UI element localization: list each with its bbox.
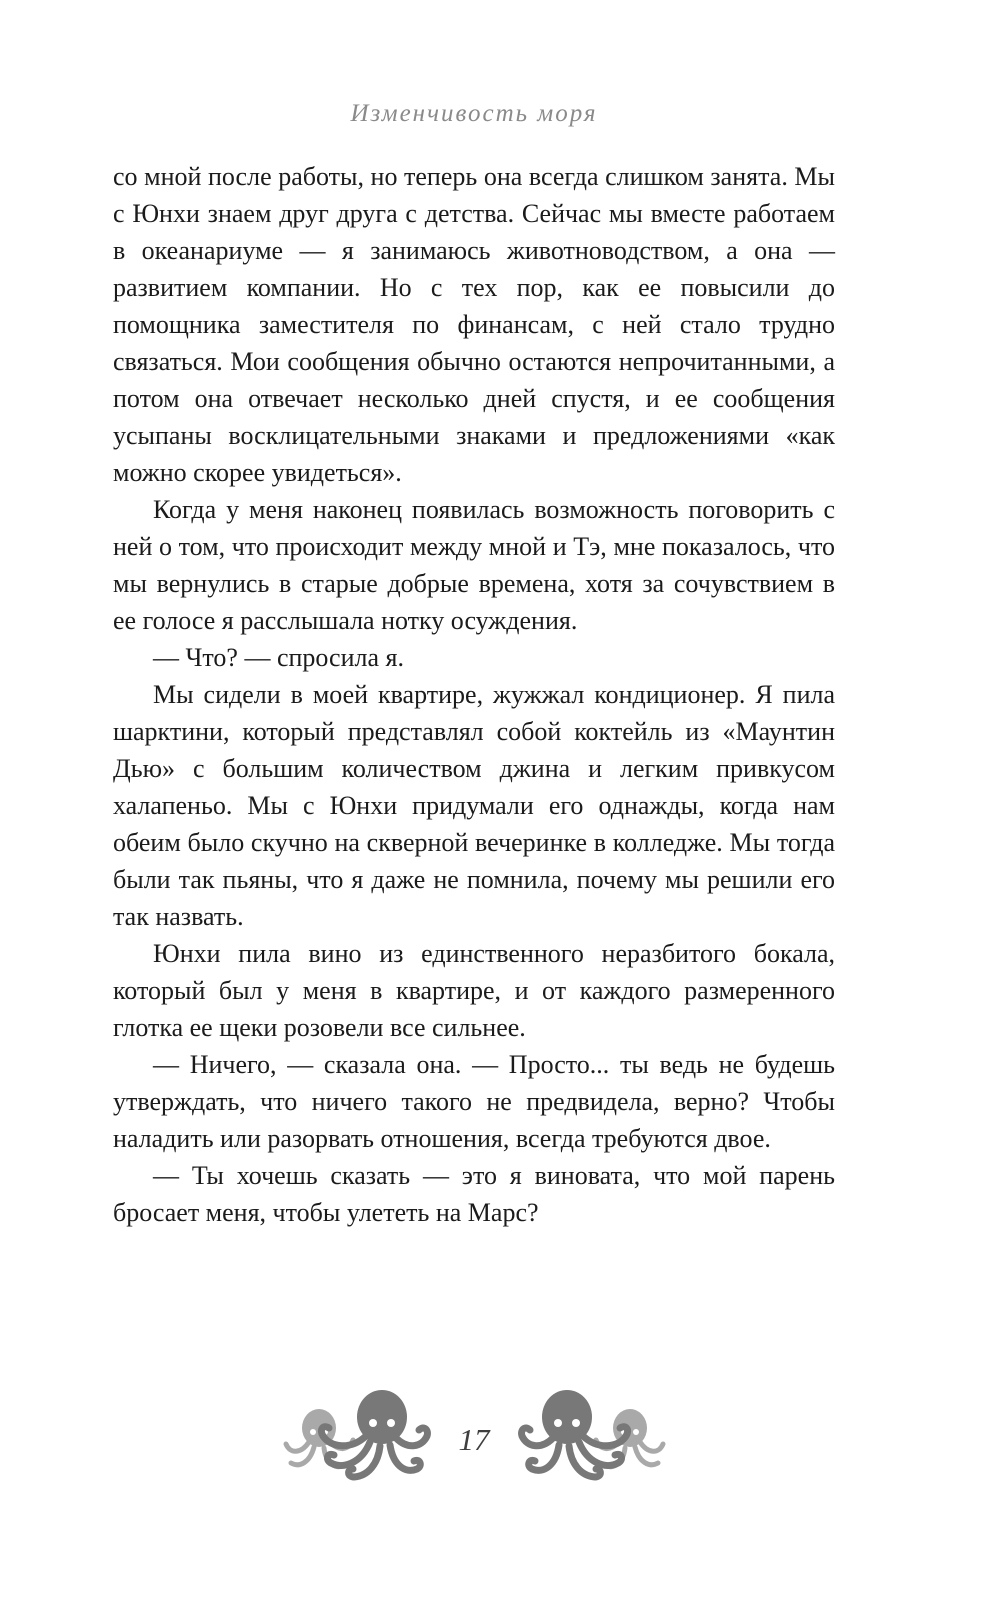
paragraph: — Что? — спросила я.	[153, 643, 404, 672]
paragraph: Мы сидели в моей квартире, жужжал кондиционер. Я пила шарктини, который представлял собой коктейль из «Маунтин Дью» с большим количеством джина и легким привкусом халапеньо. Мы с Юнхи придумали его однажды, когда нам обеим было скучно на скверной вечеринке в колледже. Мы тогда были так пьяны, что я даже не помнила, почему мы решили его так назвать.	[113, 680, 835, 931]
page-footer	[113, 1390, 835, 1490]
paragraph: — Ты хочешь сказать — это я виновата, что мой парень бросает меня, чтобы улететь на Марс?	[113, 1161, 835, 1227]
paragraph: со мной после работы, но теперь она всегда слишком занята. Мы с Юнхи знаем друг друга с детства. Сейчас мы вместе работаем в океанариуме — я занимаюсь животноводством, а она — развитием компании. Но с тех пор, как ее повысили до помощника заместителя по финансам, с ней стало трудно связаться. Мои сообщения обычно остаются непрочитанными, а потом она отвечает несколько дней спустя, и ее сообщения усыпаны восклицательными знаками и предложениями «как можно скорее увидеться».	[113, 162, 835, 487]
page-number: 17	[458, 1422, 490, 1457]
running-header	[113, 100, 835, 128]
paragraph: Когда у меня наконец появилась возможность поговорить с ней о том, что происходит между мной и Тэ, мне показалось, что мы вернулись в старые добрые времена, хотя за сочувствием в ее голосе я расслышала нотку осуждения.	[113, 495, 835, 635]
octopus-left-icon	[281, 1390, 431, 1490]
body-text	[113, 158, 835, 1231]
octopus-right-icon	[518, 1390, 668, 1490]
paragraph: — Ничего, — сказала она. — Просто... ты ведь не будешь утверждать, что ничего такого не предвидела, верно? Чтобы наладить или разорвать отношения, всегда требуются двое.	[113, 1050, 835, 1153]
paragraph: Юнхи пила вино из единственного неразбитого бокала, который был у меня в квартире, и от каждого размеренного глотка ее щеки розовели все сильнее.	[113, 939, 835, 1042]
book-title: Изменчивость моря	[350, 100, 598, 127]
